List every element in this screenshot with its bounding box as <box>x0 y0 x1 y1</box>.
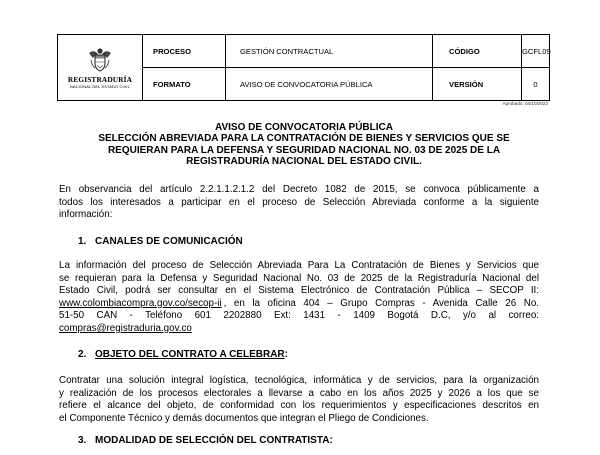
text-line: se requieran para la Defensa y Seguridad Nacional No. 03 de 2025 de la Registraduría Nacional del <box>59 272 539 284</box>
text-line: todos los interesados a participar en el proceso de Selección Abreviada conforme a la siguiente <box>59 196 539 208</box>
header-value-codigo: GCFL09 <box>522 35 550 68</box>
logo-subtitle: NACIONAL DEL ESTADO CIVIL <box>70 83 130 89</box>
title-line: REQUIERAN PARA LA DEFENSA Y SEGURIDAD NACIONAL NO. 03 DE 2025 DE LA <box>107 144 501 156</box>
logo-cell <box>58 35 143 101</box>
email-link[interactable]: compras@registraduria.gov.co <box>59 322 192 334</box>
section-title-suffix: : <box>284 349 288 360</box>
section-2-paragraph <box>59 375 539 425</box>
document-header-table <box>57 34 550 101</box>
section-heading-2 <box>78 349 288 360</box>
text-line: 51-50 CAN - Teléfono 601 2202880 Ext: 1431 - 1409 Bogotá D.C, y/o al correo: <box>59 310 539 322</box>
section-number: 1. <box>78 236 87 247</box>
logo-title: REGISTRADURÍA <box>67 75 133 85</box>
title-line: AVISO DE CONVOCATORIA PÚBLICA <box>215 122 393 133</box>
approval-date: Aprobado: 04/10/2022 <box>502 101 548 106</box>
section-1-paragraph <box>59 260 539 336</box>
section-number: 2. <box>78 349 87 360</box>
header-label-version: VERSIÓN <box>433 68 522 101</box>
section-heading-3 <box>78 435 333 446</box>
header-label-formato: FORMATO <box>143 68 226 101</box>
office-address-text: , en la oficina 404 – Grupo Compras - Avenida Calle 26 No. <box>223 297 539 309</box>
section-title: CANALES DE COMUNICACIÓN <box>95 236 243 247</box>
registraduria-logo <box>58 46 142 88</box>
header-label-proceso: PROCESO <box>143 35 226 68</box>
header-value-version: 0 <box>522 68 550 101</box>
text-line: el Componente Técnico y demás documentos que integran el Pliego de Condiciones. <box>59 412 429 424</box>
header-value-formato: AVISO DE CONVOCATORIA PÚBLICA <box>226 68 433 101</box>
title-line: REGISTRADURÍA NACIONAL DEL ESTADO CIVIL. <box>186 156 422 168</box>
header-value-proceso: GESTIÓN CONTRACTUAL <box>226 35 433 68</box>
text-line: información: <box>59 209 113 221</box>
text-line: y realización de los procesos electorales a llevarse a cabo en los años 2025 y 2026 a los que se <box>59 387 539 399</box>
text-line: Estado Civil, podrá ser consultar en el Sistema Electrónico de Contratación Pública – SECOP II: <box>59 285 539 297</box>
title-line: SELECCIÓN ABREVIADA PARA LA CONTRATACIÓN DE BIENES Y SERVICIOS QUE SE <box>98 133 510 145</box>
text-line <box>59 298 539 311</box>
text-line <box>59 323 539 336</box>
section-heading-1 <box>78 236 243 247</box>
section-title: OBJETO DEL CONTRATO A CELEBRAR <box>95 349 285 360</box>
document-title <box>56 122 552 168</box>
text-line: refiere el alcance del objeto, de conformidad con los requerimientos y especificaciones descritos en <box>59 400 539 412</box>
text-line: En observancia del artículo 2.2.1.1.2.1.2 del Decreto 1082 de 2015, se convoca públicamente a <box>59 184 539 195</box>
text-line: La información del proceso de Selección Abreviada Para La Contratación de Bienes y Servicios que <box>59 260 539 271</box>
secop-link[interactable]: www.colombiacompra.gov.co/secop-ii <box>59 297 222 309</box>
section-title: MODALIDAD DE SELECCIÓN DEL CONTRATISTA: <box>95 435 333 446</box>
text-line: Contratar una solución integral logística, tecnológica, informática y de servicios, para la organización <box>59 375 539 386</box>
coat-of-arms-icon <box>86 46 114 74</box>
intro-paragraph <box>59 184 539 222</box>
section-number: 3. <box>78 435 87 446</box>
header-label-codigo: CÓDIGO <box>433 35 522 68</box>
